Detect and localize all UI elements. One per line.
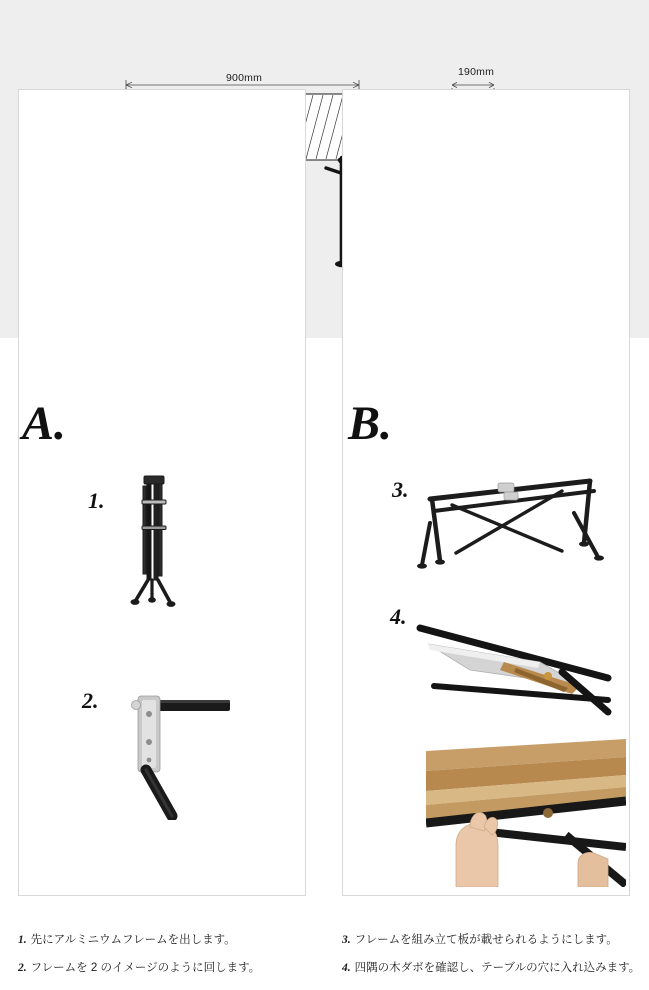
photo-step-2-hinge-rotation [118,690,234,820]
caption-item-1 [18,932,236,948]
caption-text-3: フレームを組み立て板が載せられるようにします。 [354,934,618,946]
photo-step-3-assembled-frame [412,465,612,585]
caption-text-1: 先にアルミニウムフレームを出します。 [30,934,236,946]
caption-number-3: 3. [342,934,351,946]
section-letter-a: A. [22,397,67,450]
photo-step-4-hands-placing-slat [426,735,626,887]
caption-list [0,922,649,990]
step-number-2: 2. [82,688,99,713]
caption-number-1: 1. [18,934,27,946]
caption-item-2 [18,960,260,976]
step-number-4: 4. [390,604,407,629]
section-letter-b: B. [348,397,393,450]
step-number-1: 1. [88,488,105,513]
photo-step-4-panel-insert [412,600,612,720]
caption-number-4: 4. [342,962,351,974]
dimension-label-bag-width: 190mm [458,66,495,78]
caption-text-2: フレームを 2 のイメージのように回します。 [30,962,261,974]
step-number-3: 3. [392,477,409,502]
caption-item-4 [342,960,640,976]
caption-text-4: 四隅の木ダボを確認し、テーブルの穴に入れ込みます。 [354,962,641,974]
caption-item-3 [342,932,618,948]
dimension-label-table-width: 900mm [226,72,263,84]
photo-step-1-folded-frame [118,470,190,610]
caption-number-2: 2. [18,962,27,974]
